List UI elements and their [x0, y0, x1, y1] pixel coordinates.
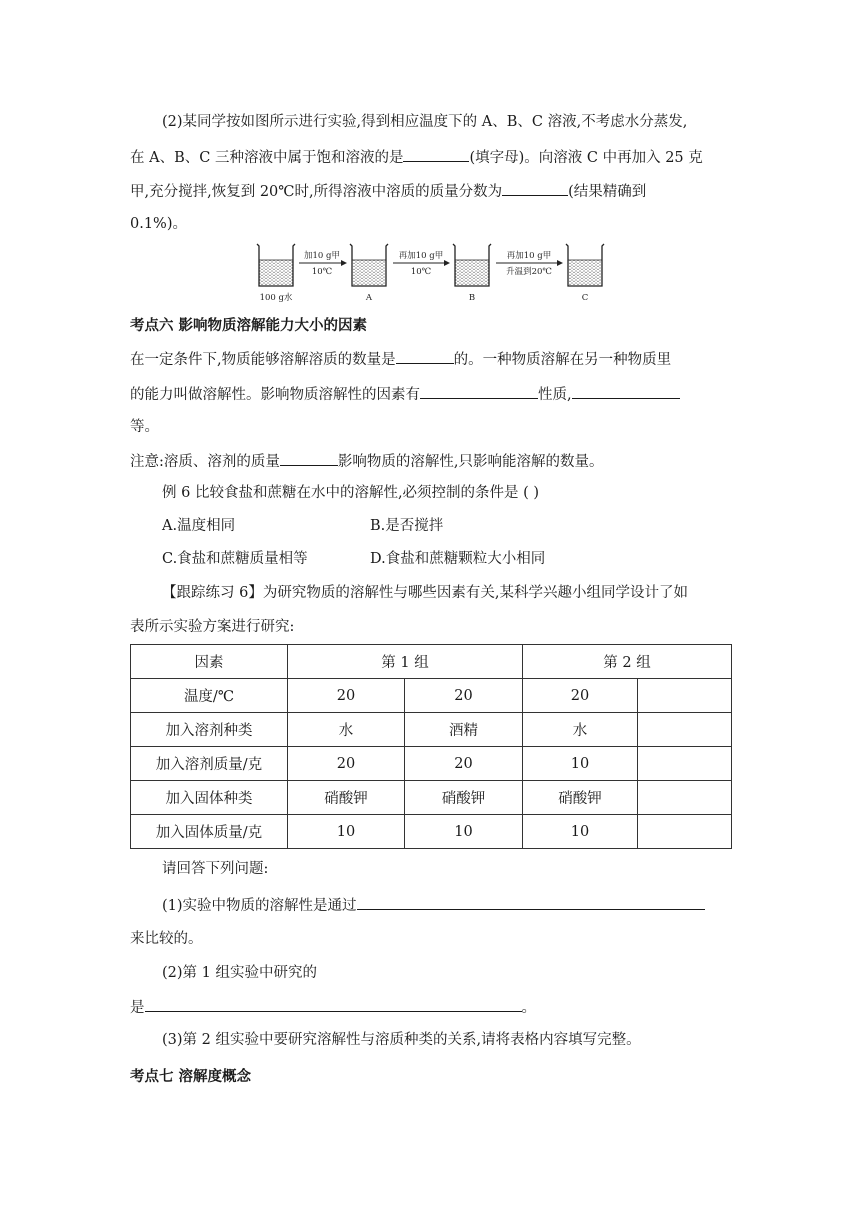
option-d[interactable]: D.食盐和蔗糖颗粒大小相同 [370, 551, 546, 567]
arrow-2-top: 再加10 g甲 [398, 251, 444, 261]
table-cell: 水 [523, 713, 638, 747]
beaker-a [350, 244, 388, 286]
section7-title: 考点七 溶解度概念 [130, 1069, 252, 1085]
table-cell: 硝酸钾 [288, 781, 405, 815]
table-header-cell: 第 1 组 [288, 645, 523, 679]
questions-intro: 请回答下列问题: [162, 861, 269, 877]
question-1-end: 来比较的。 [130, 931, 203, 947]
option-a[interactable]: A.温度相同 [162, 518, 236, 534]
section6-line1: 在一定条件下,物质能够溶解溶质的数量是 的。一种物质溶解在另一种物质里 [130, 349, 671, 370]
arrow-1-top: 加10 g甲 [304, 251, 340, 261]
beaker-label-c: C [581, 293, 589, 303]
table-blank-cell[interactable] [638, 815, 732, 849]
option-c[interactable]: C.食盐和蔗糖质量相等 [162, 551, 308, 567]
arrow-1-bottom: 10℃ [311, 267, 333, 277]
section6-title: 考点六 影响物质溶解能力大小的因素 [130, 318, 368, 334]
arrow-3-bottom: 升温到20℃ [506, 267, 552, 277]
table-blank-cell[interactable] [638, 781, 732, 815]
section6-line3: 等。 [130, 419, 159, 435]
table-cell: 20 [405, 679, 523, 713]
table-cell: 加入固体种类 [131, 781, 288, 815]
beaker-label-water: 100 g水 [259, 293, 293, 303]
answer-blank[interactable] [572, 384, 680, 399]
table-cell: 10 [405, 815, 523, 849]
question-2-answer: 是 。 [130, 997, 536, 1018]
table-cell: 硝酸钾 [523, 781, 638, 815]
section6-line2: 的能力叫做溶解性。影响物质溶解性的因素有 性质, [130, 384, 680, 405]
table-cell: 温度/℃ [131, 679, 288, 713]
beaker-b [453, 244, 491, 286]
beaker-water [257, 244, 295, 286]
table-blank-cell[interactable] [638, 679, 732, 713]
question-1: (1)实验中物质的溶解性是通过 [162, 895, 705, 916]
answer-blank[interactable] [396, 349, 454, 364]
table-cell: 10 [288, 815, 405, 849]
table-cell: 水 [288, 713, 405, 747]
table-cell: 硝酸钾 [405, 781, 523, 815]
beaker-c [566, 244, 604, 286]
table-blank-cell[interactable] [638, 747, 732, 781]
table-row [131, 679, 732, 713]
beaker-experiment-figure [255, 240, 615, 304]
section6-note: 注意:溶质、溶剂的质量 影响物质的溶解性,只影响能溶解的数量。 [130, 451, 604, 472]
practice6-line1: 【跟踪练习 6】为研究物质的溶解性与哪些因素有关,某科学兴趣小组同学设计了如 [162, 585, 688, 601]
table-cell: 10 [523, 815, 638, 849]
answer-blank[interactable] [420, 384, 538, 399]
practice6-line2: 表所示实验方案进行研究: [130, 619, 295, 635]
q2-line2: 在 A、B、C 三种溶液中属于饱和溶液的是 (填字母)。向溶液 C 中再加入 25 克 [130, 147, 703, 168]
table-header-row [131, 645, 732, 679]
answer-blank[interactable] [280, 451, 338, 466]
table-cell: 加入溶剂种类 [131, 713, 288, 747]
answer-blank[interactable] [502, 181, 568, 196]
arrow-3-top: 再加10 g甲 [506, 251, 552, 261]
beaker-label-b: B [468, 293, 476, 303]
q2-line4: 0.1%)。 [130, 216, 187, 232]
table-cell: 20 [288, 679, 405, 713]
table-cell: 20 [405, 747, 523, 781]
table-row [131, 713, 732, 747]
table-cell: 加入固体质量/克 [131, 815, 288, 849]
table-header-cell: 第 2 组 [523, 645, 732, 679]
experiment-table [130, 644, 732, 849]
table-row [131, 815, 732, 849]
arrow-2-bottom: 10℃ [410, 267, 432, 277]
table-cell: 酒精 [405, 713, 523, 747]
example6-question: 例 6 比较食盐和蔗糖在水中的溶解性,必须控制的条件是 ( ) [162, 485, 540, 501]
table-cell: 20 [523, 679, 638, 713]
answer-blank[interactable] [357, 895, 705, 910]
option-b[interactable]: B.是否搅拌 [370, 518, 444, 534]
beaker-label-a: A [365, 293, 373, 303]
table-row [131, 747, 732, 781]
question-2: (2)第 1 组实验中研究的 [162, 965, 317, 981]
q2-line1: (2)某同学按如图所示进行实验,得到相应温度下的 A、B、C 溶液,不考虑水分蒸发, [162, 114, 688, 130]
table-row [131, 781, 732, 815]
question-3: (3)第 2 组实验中要研究溶解性与溶质种类的关系,请将表格内容填写完整。 [162, 1032, 641, 1048]
table-header-cell: 因素 [131, 645, 288, 679]
table-blank-cell[interactable] [638, 713, 732, 747]
q2-line3: 甲,充分搅拌,恢复到 20℃时,所得溶液中溶质的质量分数为 (结果精确到 [130, 181, 646, 202]
answer-blank[interactable] [403, 147, 469, 162]
table-cell: 加入溶剂质量/克 [131, 747, 288, 781]
table-cell: 20 [288, 747, 405, 781]
answer-blank[interactable] [145, 997, 522, 1012]
table-cell: 10 [523, 747, 638, 781]
